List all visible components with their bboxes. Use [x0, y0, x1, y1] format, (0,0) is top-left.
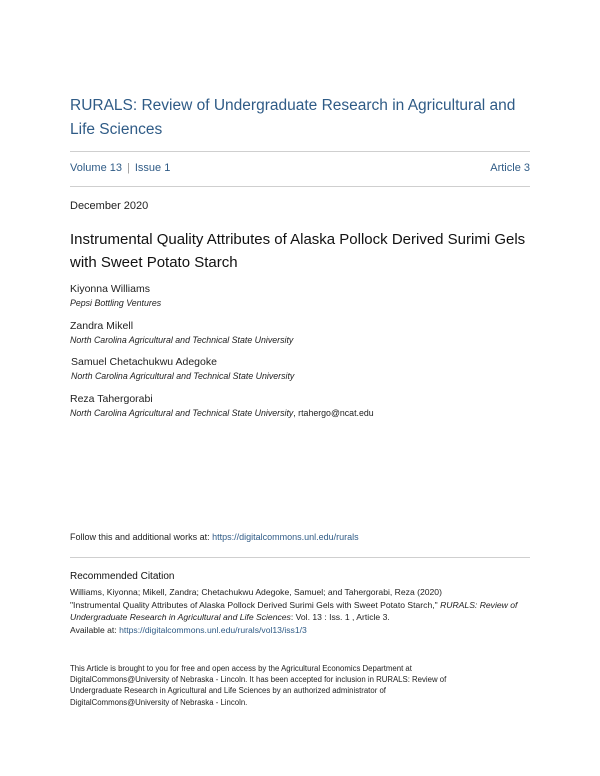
author-affiliation: Pepsi Bottling Ventures	[70, 298, 162, 308]
journal-title-text[interactable]: RURALS: Review of Undergraduate Research in Agricultural and Life Sciences	[70, 97, 516, 138]
volume-issue-row	[70, 162, 530, 178]
issue-link[interactable]: Issue 1	[134, 162, 171, 174]
citation-reference	[70, 599, 532, 624]
citation-journal: RURALS: Review of Undergraduate Research in Agricultural and Life Sciences	[70, 599, 518, 623]
divider-top	[70, 151, 530, 152]
article-link[interactable]: https://digitalcommons.unl.edu/rurals/vol13/iss1/3	[119, 624, 307, 635]
author-email[interactable]: , rtahergo@ncat.edu	[293, 408, 374, 418]
journal-title[interactable]	[70, 94, 530, 142]
author-name: Reza Tahergorabi	[70, 393, 153, 405]
access-notice: This Article is brought to you for free and open access by the Agricultural Economics Department at DigitalCommons@University of Nebraska - Lincoln. It has been accepted for inclusion in RURALS: Review of Undergraduate Research in Agricultural and Life Sciences by an authorized administrator of DigitalCommons@University of Nebraska - Lincoln.	[70, 664, 447, 707]
author-affiliation	[70, 406, 374, 420]
author-affiliation-text: North Carolina Agricultural and Technical State University	[70, 408, 294, 418]
citation-body	[70, 586, 532, 636]
author-name: Kiyonna Williams	[70, 283, 150, 295]
available-label: Available at:	[70, 624, 120, 635]
citation-volume-info: : Vol. 13 : Iss. 1 , Article 3.	[290, 612, 390, 623]
article-number-link[interactable]: Article 3	[490, 162, 530, 174]
follow-line	[70, 532, 359, 542]
collection-link[interactable]: https://digitalcommons.unl.edu/rurals	[212, 532, 359, 542]
author-name: Zandra Mikell	[70, 320, 134, 332]
publication-date: December 2020	[70, 200, 149, 212]
author-affiliation: North Carolina Agricultural and Technical State University	[70, 335, 294, 345]
citation-authors: Williams, Kiyonna; Mikell, Zandra; Chetachukwu Adegoke, Samuel; and Tahergorabi, Reza (2020)	[70, 587, 442, 597]
volume-link[interactable]: Volume 13	[70, 162, 122, 174]
divider-middle	[70, 186, 530, 187]
author-name: Samuel Chetachukwu Adegoke	[71, 356, 217, 368]
citation-title: "Instrumental Quality Attributes of Alaska Pollock Derived Surimi Gels with Sweet Potato Starch,"	[70, 599, 441, 610]
separator: |	[126, 162, 130, 174]
citation-available	[70, 624, 532, 637]
author-block	[70, 319, 293, 347]
author-block	[71, 355, 294, 383]
author-block	[70, 282, 161, 310]
follow-text: Follow this and additional works at:	[70, 532, 213, 542]
author-block	[70, 392, 374, 420]
recommended-citation-heading: Recommended Citation	[70, 571, 175, 582]
article-title: Instrumental Quality Attributes of Alaska Pollock Derived Surimi Gels with Sweet Potato Starch	[70, 231, 526, 271]
author-affiliation: North Carolina Agricultural and Technical State University	[71, 371, 295, 381]
divider-bottom	[70, 557, 530, 558]
